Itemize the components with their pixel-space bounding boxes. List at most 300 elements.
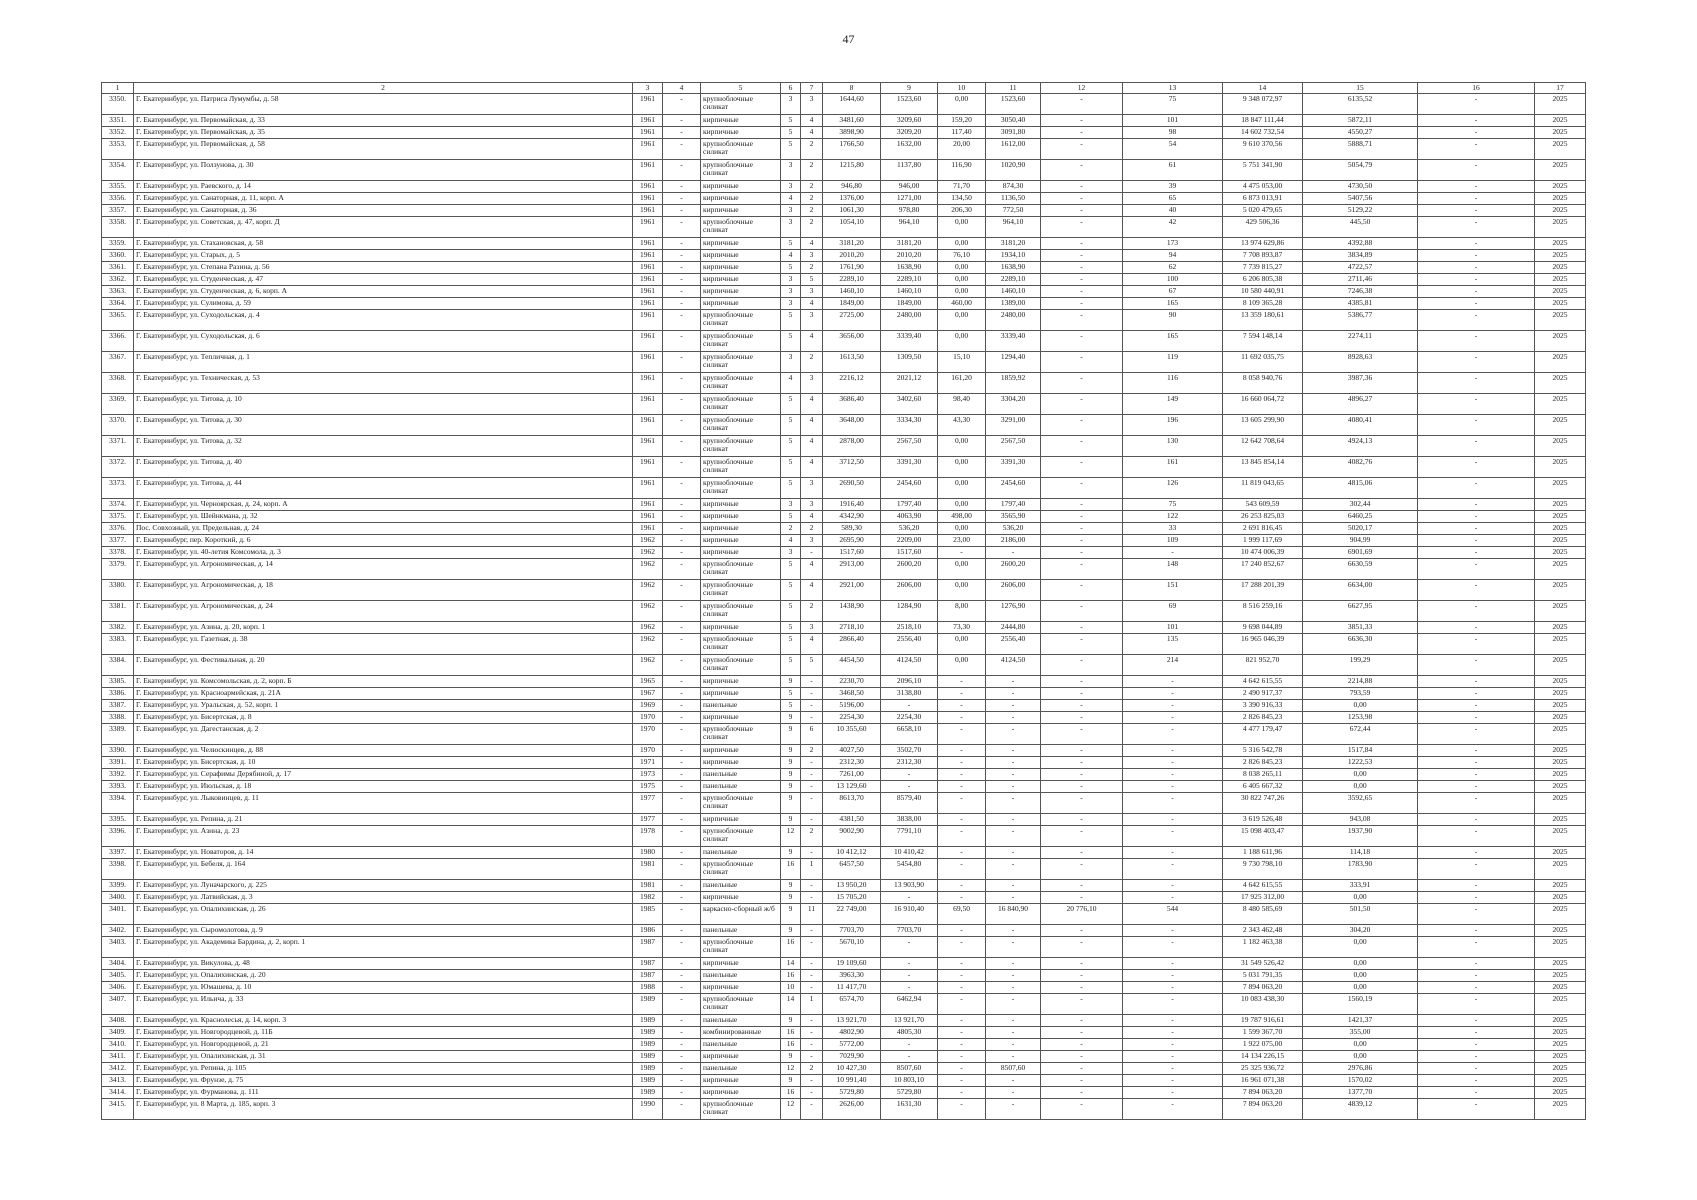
- area-12-cell: -: [1041, 601, 1123, 622]
- row-number-cell: 3393.: [102, 781, 134, 793]
- wall-material-cell: кирпичные: [701, 1087, 781, 1099]
- cost-cell: 1 188 611,96: [1223, 847, 1303, 859]
- table-row: [102, 724, 1586, 745]
- table-row: [102, 274, 1586, 286]
- year-built-cell: 1961: [633, 274, 663, 286]
- cost-cell: 13 845 854,14: [1223, 457, 1303, 478]
- entrances-cell: 3: [801, 94, 823, 115]
- col-4-cell: -: [663, 559, 701, 580]
- cost-cell: 1 999 117,69: [1223, 535, 1303, 547]
- table-row: [102, 262, 1586, 274]
- col-16-cell: -: [1418, 904, 1535, 925]
- col-4-cell: -: [663, 193, 701, 205]
- wall-material-cell: кирпичные: [701, 712, 781, 724]
- col-4-cell: -: [663, 331, 701, 352]
- area-12-cell: -: [1041, 286, 1123, 298]
- entrances-cell: 4: [801, 394, 823, 415]
- col-16-cell: -: [1418, 1075, 1535, 1087]
- residents-cell: -: [1123, 1051, 1223, 1063]
- col-16-cell: -: [1418, 310, 1535, 331]
- area-10-cell: 161,20: [938, 373, 986, 394]
- year-cell: 2025: [1535, 250, 1586, 262]
- cost-cell: 30 822 747,26: [1223, 793, 1303, 814]
- cost-per-sqm-cell: 0,00: [1303, 700, 1418, 712]
- table-row: [102, 847, 1586, 859]
- table-row: [102, 925, 1586, 937]
- cost-cell: 7 894 063,20: [1223, 1099, 1303, 1120]
- area-12-cell: -: [1041, 982, 1123, 994]
- address-cell: Г. Екатеринбург, ул. Агрономическая, д. 14: [134, 559, 633, 580]
- entrances-cell: -: [801, 1075, 823, 1087]
- area-10-cell: -: [938, 994, 986, 1015]
- year-cell: 2025: [1535, 1051, 1586, 1063]
- area-11-cell: 1294,40: [986, 352, 1041, 373]
- wall-material-cell: крупноблочные силикат: [701, 580, 781, 601]
- residents-cell: -: [1123, 700, 1223, 712]
- floors-cell: 10: [781, 982, 801, 994]
- row-number-cell: 3364.: [102, 298, 134, 310]
- floors-cell: 5: [781, 415, 801, 436]
- wall-material-cell: крупноблочные силикат: [701, 94, 781, 115]
- area-11-cell: 3391,30: [986, 457, 1041, 478]
- cost-cell: 14 134 226,15: [1223, 1051, 1303, 1063]
- table-row: [102, 814, 1586, 826]
- cost-cell: 5 031 791,35: [1223, 970, 1303, 982]
- total-area-cell: 3656,00: [823, 331, 881, 352]
- area-10-cell: -: [938, 1015, 986, 1027]
- cost-per-sqm-cell: 0,00: [1303, 958, 1418, 970]
- area-12-cell: -: [1041, 457, 1123, 478]
- total-area-cell: 946,80: [823, 181, 881, 193]
- year-built-cell: 1988: [633, 982, 663, 994]
- col-16-cell: -: [1418, 139, 1535, 160]
- area-9-cell: 6462,94: [881, 994, 938, 1015]
- address-cell: Г. Екатеринбург, ул. Уральская, д. 52, корп. 1: [134, 700, 633, 712]
- total-area-cell: 10 355,60: [823, 724, 881, 745]
- area-12-cell: -: [1041, 1039, 1123, 1051]
- col-4-cell: -: [663, 1015, 701, 1027]
- row-number-cell: 3415.: [102, 1099, 134, 1120]
- entrances-cell: -: [801, 958, 823, 970]
- total-area-cell: 1916,40: [823, 499, 881, 511]
- wall-material-cell: кирпичные: [701, 250, 781, 262]
- floors-cell: 2: [781, 523, 801, 535]
- area-12-cell: -: [1041, 535, 1123, 547]
- area-12-cell: -: [1041, 712, 1123, 724]
- address-cell: Г. Екатеринбург, ул. Титова, д. 10: [134, 394, 633, 415]
- entrances-cell: 3: [801, 622, 823, 634]
- table-row: [102, 181, 1586, 193]
- col-16-cell: -: [1418, 262, 1535, 274]
- col-4-cell: -: [663, 757, 701, 769]
- cost-cell: 8 038 265,11: [1223, 769, 1303, 781]
- table-row: [102, 1099, 1586, 1120]
- area-12-cell: -: [1041, 394, 1123, 415]
- floors-cell: 9: [781, 925, 801, 937]
- year-built-cell: 1961: [633, 373, 663, 394]
- residents-cell: -: [1123, 814, 1223, 826]
- year-built-cell: 1965: [633, 676, 663, 688]
- residents-cell: 39: [1123, 181, 1223, 193]
- wall-material-cell: кирпичные: [701, 1075, 781, 1087]
- area-11-cell: -: [986, 880, 1041, 892]
- area-11-cell: -: [986, 1051, 1041, 1063]
- row-number-cell: 3406.: [102, 982, 134, 994]
- col-4-cell: -: [663, 904, 701, 925]
- cost-per-sqm-cell: 304,20: [1303, 925, 1418, 937]
- area-10-cell: 10: [938, 83, 986, 94]
- entrances-cell: 2: [801, 745, 823, 757]
- col-4-cell: -: [663, 478, 701, 499]
- cost-per-sqm-cell: 1783,90: [1303, 859, 1418, 880]
- entrances-cell: 2: [801, 193, 823, 205]
- area-10-cell: -: [938, 781, 986, 793]
- year-built-cell: 1961: [633, 205, 663, 217]
- row-number-cell: 3383.: [102, 634, 134, 655]
- row-number-cell: 3392.: [102, 769, 134, 781]
- year-cell: 2025: [1535, 547, 1586, 559]
- residents-cell: 165: [1123, 331, 1223, 352]
- col-4-cell: -: [663, 298, 701, 310]
- year-built-cell: 1961: [633, 250, 663, 262]
- cost-per-sqm-cell: 4082,76: [1303, 457, 1418, 478]
- entrances-cell: 7: [801, 83, 823, 94]
- entrances-cell: -: [801, 814, 823, 826]
- floors-cell: 12: [781, 1063, 801, 1075]
- table-row: [102, 655, 1586, 676]
- address-cell: Г. Екатеринбург, ул. Опалихинская, д. 31: [134, 1051, 633, 1063]
- year-built-cell: 1961: [633, 160, 663, 181]
- table-row: [102, 700, 1586, 712]
- residents-cell: 33: [1123, 523, 1223, 535]
- entrances-cell: 4: [801, 415, 823, 436]
- area-10-cell: 0,00: [938, 238, 986, 250]
- col-16-cell: -: [1418, 700, 1535, 712]
- floors-cell: 9: [781, 676, 801, 688]
- col-16-cell: -: [1418, 511, 1535, 523]
- row-number-cell: 3379.: [102, 559, 134, 580]
- area-11-cell: -: [986, 859, 1041, 880]
- address-cell: Г. Екатеринбург, ул. 8 Марта, д. 185, корп. 3: [134, 1099, 633, 1120]
- area-9-cell: 1523,60: [881, 94, 938, 115]
- col-16-cell: -: [1418, 217, 1535, 238]
- area-10-cell: 8,00: [938, 601, 986, 622]
- year-cell: 2025: [1535, 415, 1586, 436]
- address-cell: Г. Екатеринбург, ул. Патриса Лумумбы, д. 58: [134, 94, 633, 115]
- wall-material-cell: крупноблочные силикат: [701, 478, 781, 499]
- cost-per-sqm-cell: 4839,12: [1303, 1099, 1418, 1120]
- cost-per-sqm-cell: 672,44: [1303, 724, 1418, 745]
- cost-per-sqm-cell: 5407,56: [1303, 193, 1418, 205]
- cost-cell: 10 083 438,30: [1223, 994, 1303, 1015]
- col-16-cell: -: [1418, 769, 1535, 781]
- area-9-cell: 536,20: [881, 523, 938, 535]
- col-16-cell: -: [1418, 676, 1535, 688]
- area-10-cell: 0,00: [938, 499, 986, 511]
- entrances-cell: 2: [801, 262, 823, 274]
- residents-cell: 94: [1123, 250, 1223, 262]
- area-11-cell: -: [986, 892, 1041, 904]
- year-built-cell: 1961: [633, 127, 663, 139]
- table-row: [102, 712, 1586, 724]
- row-number-cell: 3359.: [102, 238, 134, 250]
- total-area-cell: 2312,30: [823, 757, 881, 769]
- table-row: [102, 217, 1586, 238]
- cost-cell: 17 240 852,67: [1223, 559, 1303, 580]
- col-16-cell: -: [1418, 523, 1535, 535]
- address-cell: Г. Екатеринбург, ул. Студенческая, д. 6, корп. А: [134, 286, 633, 298]
- col-16-cell: -: [1418, 994, 1535, 1015]
- cost-per-sqm-cell: 4815,06: [1303, 478, 1418, 499]
- address-cell: Г. Екатеринбург, ул. Бисертская, д. 8: [134, 712, 633, 724]
- cost-per-sqm-cell: 5129,22: [1303, 205, 1418, 217]
- area-10-cell: 71,70: [938, 181, 986, 193]
- area-10-cell: 15,10: [938, 352, 986, 373]
- area-12-cell: -: [1041, 676, 1123, 688]
- total-area-cell: 3963,30: [823, 970, 881, 982]
- row-number-cell: 3405.: [102, 970, 134, 982]
- year-cell: 2025: [1535, 523, 1586, 535]
- col-16-cell: -: [1418, 655, 1535, 676]
- floors-cell: 3: [781, 547, 801, 559]
- area-9-cell: 4124,50: [881, 655, 938, 676]
- residents-cell: 165: [1123, 298, 1223, 310]
- floors-cell: 6: [781, 83, 801, 94]
- row-number-cell: 3369.: [102, 394, 134, 415]
- cost-cell: 10 580 440,91: [1223, 286, 1303, 298]
- table-row: [102, 634, 1586, 655]
- floors-cell: 5: [781, 622, 801, 634]
- area-11-cell: 3050,40: [986, 115, 1041, 127]
- area-11-cell: 2480,00: [986, 310, 1041, 331]
- col-4-cell: -: [663, 274, 701, 286]
- table-row: [102, 394, 1586, 415]
- cost-per-sqm-cell: 5054,79: [1303, 160, 1418, 181]
- year-built-cell: 1989: [633, 1039, 663, 1051]
- entrances-cell: 2: [801, 205, 823, 217]
- cost-cell: 7 894 063,20: [1223, 1087, 1303, 1099]
- table-row: [102, 205, 1586, 217]
- area-10-cell: -: [938, 724, 986, 745]
- address-cell: Г. Екатеринбург, ул. Суходольская, д. 4: [134, 310, 633, 331]
- area-9-cell: 8579,40: [881, 793, 938, 814]
- year-built-cell: 1961: [633, 298, 663, 310]
- address-cell: Г. Екатеринбург, ул. Тепличная, д. 1: [134, 352, 633, 373]
- row-number-cell: 3358.: [102, 217, 134, 238]
- cost-cell: 17 288 201,39: [1223, 580, 1303, 601]
- year-built-cell: 1971: [633, 757, 663, 769]
- row-number-cell: 3399.: [102, 880, 134, 892]
- floors-cell: 14: [781, 994, 801, 1015]
- entrances-cell: 4: [801, 559, 823, 580]
- col-4-cell: -: [663, 436, 701, 457]
- area-12-cell: -: [1041, 127, 1123, 139]
- col-16-cell: -: [1418, 847, 1535, 859]
- wall-material-cell: крупноблочные силикат: [701, 601, 781, 622]
- area-10-cell: -: [938, 745, 986, 757]
- wall-material-cell: кирпичные: [701, 892, 781, 904]
- address-cell: Г. Екатеринбург, ул. Суходольская, д. 6: [134, 331, 633, 352]
- cost-per-sqm-cell: 0,00: [1303, 937, 1418, 958]
- col-4-cell: -: [663, 352, 701, 373]
- row-number-cell: 3402.: [102, 925, 134, 937]
- area-12-cell: -: [1041, 580, 1123, 601]
- floors-cell: 16: [781, 859, 801, 880]
- year-cell: 2025: [1535, 904, 1586, 925]
- table-row: [102, 115, 1586, 127]
- cost-cell: 7 594 148,14: [1223, 331, 1303, 352]
- wall-material-cell: крупноблочные силикат: [701, 160, 781, 181]
- area-12-cell: -: [1041, 769, 1123, 781]
- year-built-cell: 1987: [633, 958, 663, 970]
- year-built-cell: 1989: [633, 1087, 663, 1099]
- row-number-cell: 3361.: [102, 262, 134, 274]
- area-11-cell: -: [986, 712, 1041, 724]
- total-area-cell: 19 109,60: [823, 958, 881, 970]
- col-4-cell: -: [663, 793, 701, 814]
- floors-cell: 4: [781, 535, 801, 547]
- entrances-cell: 2: [801, 352, 823, 373]
- area-9-cell: 3209,20: [881, 127, 938, 139]
- area-9-cell: 2518,10: [881, 622, 938, 634]
- area-11-cell: -: [986, 1075, 1041, 1087]
- table-row: [102, 1063, 1586, 1075]
- floors-cell: 5: [781, 139, 801, 160]
- address-cell: Г. Екатеринбург, ул. Викулова, д. 48: [134, 958, 633, 970]
- area-11-cell: 1136,50: [986, 193, 1041, 205]
- area-9-cell: 2010,20: [881, 250, 938, 262]
- wall-material-cell: крупноблочные силикат: [701, 859, 781, 880]
- year-cell: 2025: [1535, 394, 1586, 415]
- area-11-cell: -: [986, 958, 1041, 970]
- col-16-cell: -: [1418, 559, 1535, 580]
- area-10-cell: 98,40: [938, 394, 986, 415]
- area-9-cell: 1797,40: [881, 499, 938, 511]
- cost-cell: 1 599 367,70: [1223, 1027, 1303, 1039]
- row-number-cell: 3374.: [102, 499, 134, 511]
- wall-material-cell: 5: [701, 83, 781, 94]
- area-12-cell: -: [1041, 352, 1123, 373]
- year-built-cell: 1980: [633, 847, 663, 859]
- area-12-cell: -: [1041, 559, 1123, 580]
- entrances-cell: 3: [801, 535, 823, 547]
- area-9-cell: -: [881, 892, 938, 904]
- area-12-cell: -: [1041, 781, 1123, 793]
- year-built-cell: 1962: [633, 622, 663, 634]
- area-12-cell: -: [1041, 793, 1123, 814]
- year-built-cell: 1961: [633, 457, 663, 478]
- area-10-cell: 159,20: [938, 115, 986, 127]
- year-cell: 2025: [1535, 298, 1586, 310]
- residents-cell: -: [1123, 880, 1223, 892]
- address-cell: Г. Екатеринбург, ул. Шейнкмана, д. 32: [134, 511, 633, 523]
- table-row: [102, 559, 1586, 580]
- col-16-cell: -: [1418, 115, 1535, 127]
- address-cell: Г. Екатеринбург, ул. Ильича, д. 33: [134, 994, 633, 1015]
- area-9-cell: 10 410,42: [881, 847, 938, 859]
- wall-material-cell: панельные: [701, 781, 781, 793]
- area-10-cell: 498,00: [938, 511, 986, 523]
- floors-cell: 9: [781, 1075, 801, 1087]
- col-16-cell: -: [1418, 757, 1535, 769]
- col-16-cell: -: [1418, 181, 1535, 193]
- wall-material-cell: панельные: [701, 1015, 781, 1027]
- area-11-cell: -: [986, 937, 1041, 958]
- address-cell: Г. Екатеринбург, ул. Санаторная, д. 36: [134, 205, 633, 217]
- area-9-cell: -: [881, 1039, 938, 1051]
- residents-cell: 130: [1123, 436, 1223, 457]
- total-area-cell: 4027,50: [823, 745, 881, 757]
- year-built-cell: 1961: [633, 352, 663, 373]
- address-cell: Г. Екатеринбург, ул. Июльская, д. 18: [134, 781, 633, 793]
- area-9-cell: 1460,10: [881, 286, 938, 298]
- wall-material-cell: кирпичные: [701, 193, 781, 205]
- wall-material-cell: крупноблочные силикат: [701, 352, 781, 373]
- residents-cell: -: [1123, 937, 1223, 958]
- residents-cell: 40: [1123, 205, 1223, 217]
- address-cell: Г. Екатеринбург, ул. Титова, д. 32: [134, 436, 633, 457]
- col-4-cell: -: [663, 724, 701, 745]
- area-9-cell: 5454,80: [881, 859, 938, 880]
- area-12-cell: -: [1041, 1027, 1123, 1039]
- floors-cell: 12: [781, 1099, 801, 1120]
- area-11-cell: 1797,40: [986, 499, 1041, 511]
- table-body: [102, 83, 1586, 1120]
- year-cell: 2025: [1535, 1099, 1586, 1120]
- year-built-cell: 1961: [633, 394, 663, 415]
- cost-cell: 15 098 403,47: [1223, 826, 1303, 847]
- col-16-cell: -: [1418, 1051, 1535, 1063]
- cost-per-sqm-cell: 8928,63: [1303, 352, 1418, 373]
- year-cell: 2025: [1535, 580, 1586, 601]
- year-cell: 2025: [1535, 217, 1586, 238]
- total-area-cell: 7703,70: [823, 925, 881, 937]
- area-12-cell: -: [1041, 1063, 1123, 1075]
- floors-cell: 16: [781, 1039, 801, 1051]
- area-9-cell: -: [881, 982, 938, 994]
- year-cell: 2025: [1535, 655, 1586, 676]
- col-4-cell: -: [663, 712, 701, 724]
- year-built-cell: 1989: [633, 1075, 663, 1087]
- area-10-cell: -: [938, 970, 986, 982]
- row-number-cell: 3381.: [102, 601, 134, 622]
- table-row: [102, 373, 1586, 394]
- wall-material-cell: крупноблочные силикат: [701, 331, 781, 352]
- row-number-cell: 3377.: [102, 535, 134, 547]
- area-10-cell: 0,00: [938, 217, 986, 238]
- wall-material-cell: кирпичные: [701, 814, 781, 826]
- year-cell: 2025: [1535, 925, 1586, 937]
- total-area-cell: 3712,50: [823, 457, 881, 478]
- area-10-cell: -: [938, 1099, 986, 1120]
- residents-cell: -: [1123, 859, 1223, 880]
- year-cell: 2025: [1535, 688, 1586, 700]
- year-built-cell: 1961: [633, 310, 663, 331]
- cost-per-sqm-cell: 3834,89: [1303, 250, 1418, 262]
- residents-cell: 65: [1123, 193, 1223, 205]
- cost-cell: 8 109 365,28: [1223, 298, 1303, 310]
- area-12-cell: -: [1041, 859, 1123, 880]
- total-area-cell: 2216,12: [823, 373, 881, 394]
- residents-cell: 54: [1123, 139, 1223, 160]
- floors-cell: 16: [781, 1087, 801, 1099]
- year-built-cell: 1978: [633, 826, 663, 847]
- total-area-cell: 1761,90: [823, 262, 881, 274]
- wall-material-cell: панельные: [701, 970, 781, 982]
- table-row: [102, 238, 1586, 250]
- year-built-cell: 3: [633, 83, 663, 94]
- year-cell: 2025: [1535, 793, 1586, 814]
